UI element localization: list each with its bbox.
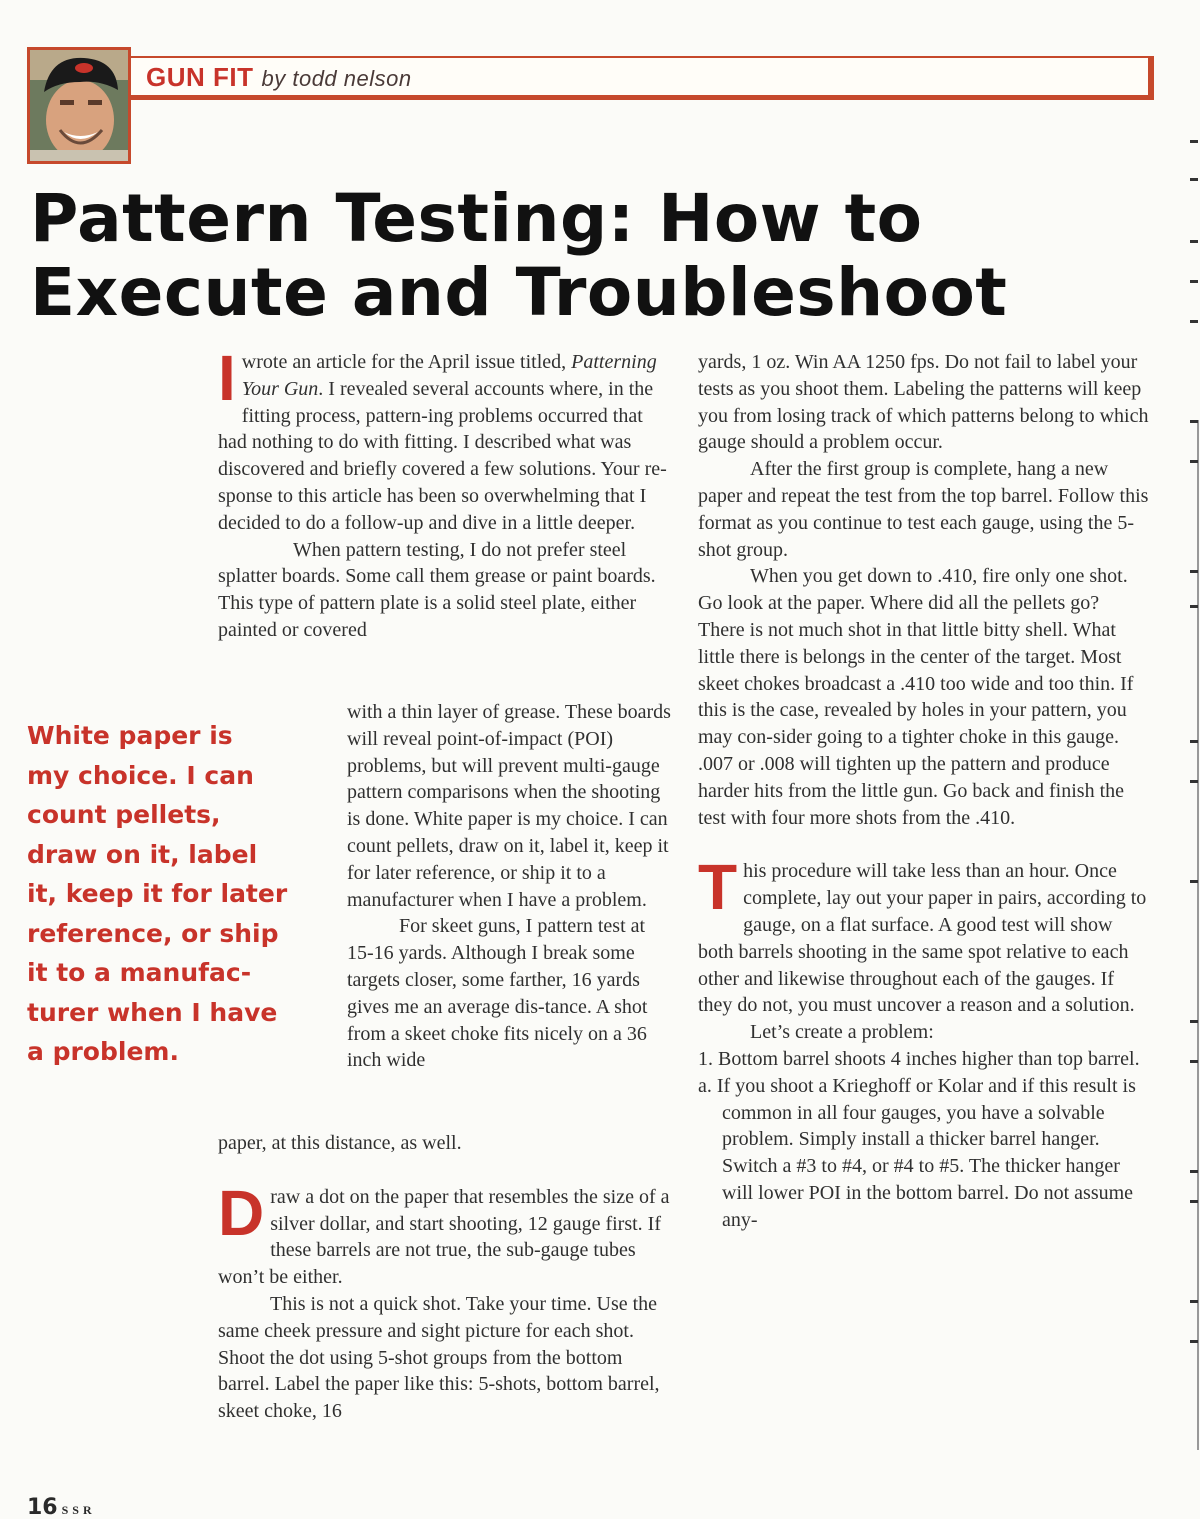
article-column-1-top — [218, 342, 670, 644]
paragraph — [218, 342, 670, 537]
drop-cap: D — [218, 1176, 265, 1249]
author-photo — [27, 47, 131, 164]
pull-quote-line: count pellets, — [27, 800, 221, 829]
drop-cap: I — [218, 342, 236, 414]
pull-quote-line: draw on it, label — [27, 839, 258, 869]
article-column-2 — [698, 349, 1150, 1234]
paragraph: Let’s create a problem: — [750, 1021, 934, 1044]
paragraph: with a thin layer of grease. These boards will reveal point-of-impact (POI) problems, but will prevent multi-gauge pattern comparisons when the shooting is done. White paper is my choice. I can count pellets, draw on it, label it, keep it for later reference, or ship it to a manufacturer when I have a problem. — [347, 701, 671, 911]
pull-quote — [27, 716, 327, 1072]
column-header-bar — [32, 56, 1154, 100]
title-line-2: Execute and Troubleshoot — [30, 254, 1008, 331]
paragraph-text: . I revealed several accounts where, in the fitting process, pattern-ing problems occurred that had nothing to do with fitting. I described what was discovered and briefly covered a few solutions. Your re-sponse to this article has been so overwhelming that I decided to do a follow-up and dive in a little deeper. — [218, 377, 667, 534]
pull-quote-line: my choice. I can — [27, 760, 254, 790]
column-name — [146, 62, 412, 93]
paragraph: When you get down to .410, fire only one shot. Go look at the paper. Where did all the pellets go? There is not much shot in that little bitty shell. What little there is belongs in the center of the target. Most skeet chokes broadcast a .410 too wide and too thin. If this is the case, revealed by holes in your pattern, you may con-sider going to a tighter choke in this gauge. .007 or .008 will tighten up the pattern and produce harder hits from the little gun. Go back and finish the test with four more shots from the .410. — [698, 565, 1134, 829]
column-title: GUN FIT — [146, 62, 254, 92]
article-title — [30, 182, 1170, 330]
scan-edge-marks — [1186, 130, 1198, 1430]
byline: by todd nelson — [261, 66, 412, 91]
list-item: 1. Bottom barrel shoots 4 inches higher than top barrel. — [698, 1047, 1140, 1070]
paragraph — [218, 1176, 670, 1291]
pull-quote-line: it to a manufac- — [27, 958, 252, 987]
author-portrait-icon — [30, 50, 128, 161]
article-column-1-narrow — [347, 699, 672, 1074]
paragraph-text: wrote an article for the April issue titled, — [241, 351, 567, 373]
page-footer — [27, 1495, 96, 1519]
article-column-1-bottom — [218, 1130, 670, 1425]
pull-quote-line: turer when I have — [27, 997, 278, 1027]
pull-quote-line: White paper is — [27, 721, 233, 750]
paragraph: For skeet guns, I pattern test at 15-16 yards. Although I break some targets closer, some farther, 16 yards gives me an average dis-tance. A shot from a skeet choke fits nicely on a 36 inch wide — [347, 915, 648, 1072]
pull-quote-line: a problem. — [27, 1037, 179, 1066]
paragraph: After the first group is complete, hang a new paper and repeat the test from the top barrel. Follow this format as you continue to test each gauge, using the 5-shot group. — [698, 458, 1149, 561]
referenced-article-title: Patterning Your Gun — [241, 351, 657, 400]
pull-quote-line: reference, or ship — [27, 918, 279, 948]
pull-quote-line: it, keep it for later — [27, 879, 288, 908]
drop-cap: T — [698, 851, 738, 924]
paragraph: paper, at this distance, as well. — [218, 1132, 462, 1154]
paragraph-text: raw a dot on the paper that resembles the size of a silver dollar, and start shooting, 12 gauge first. If these barrels are not true, the sub-gauge tubes won’t be either. — [218, 1185, 670, 1289]
magazine-name: SSR — [61, 1503, 96, 1517]
title-line-1: Pattern Testing: How to — [30, 180, 923, 257]
paragraph — [698, 851, 1150, 1019]
paragraph: This is not a quick shot. Take your time. Use the same cheek pressure and sight picture for each shot. Shoot the dot using 5-shot groups from the bottom barrel. Label the paper like this: 5-shots, bottom barrel, skeet choke, 16 — [218, 1292, 660, 1423]
paragraph: yards, 1 oz. Win AA 1250 fps. Do not fail to label your tests as you shoot them. Labeling the patterns will keep you from losing track of which patterns belong to which gauge should a problem occur. — [698, 351, 1149, 454]
page-number: 16 — [27, 1495, 58, 1519]
paragraph: When pattern testing, I do not prefer steel splatter boards. Some call them grease or paint boards. This type of pattern plate is a solid steel plate, either painted or covered — [218, 538, 656, 641]
paragraph-text: his procedure will take less than an hour. Once complete, lay out your paper in pairs, according to gauge, on a flat surface. A good test will show both barrels shooting in the same spot relative to each other and likewise throughout each of the gauges. If they do not, you must uncover a reason and a solution. — [698, 860, 1147, 1017]
list-sub-item: a. If you shoot a Krieghoff or Kolar and if this result is common in all four gauges, you have a solvable problem. Simply install a thicker barrel hanger. Switch a #3 to #4, or #4 to #5. The thicker hanger will lower POI in the bottom barrel. Do not assume any- — [698, 1074, 1136, 1231]
